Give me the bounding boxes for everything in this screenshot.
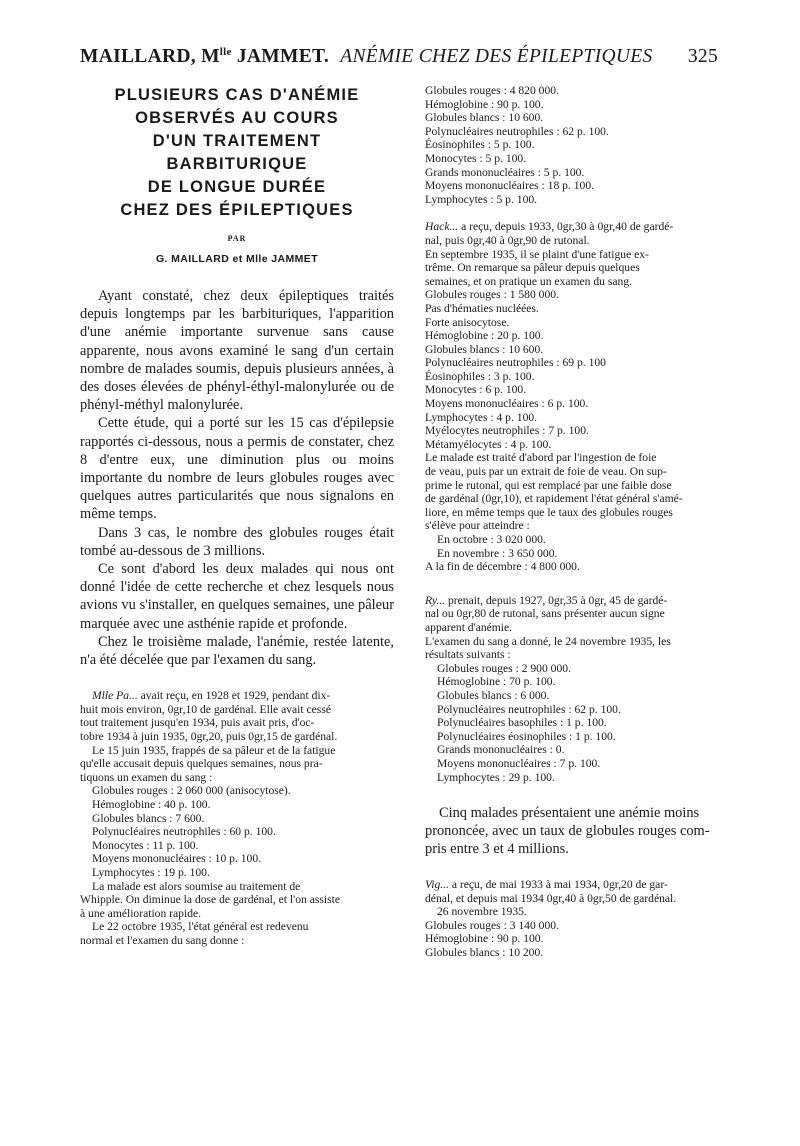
intro-paragraph: Dans 3 cas, le nombre des globules rouges était tombé au-dessous de 3 millions. <box>80 524 394 559</box>
result-line: Globules blancs : 10 600. <box>425 342 544 356</box>
result-line: Globules blancs : 10 200. <box>425 946 544 960</box>
title-line: PLUSIEURS CAS D'ANÉMIE <box>114 86 360 104</box>
result-line: Polynucléaires éosinophiles : 1 p. 100. <box>437 729 616 743</box>
case-line: En septembre 1935, il se plaint d'une fatigue ex- <box>425 247 649 261</box>
case-line: semaines, et on pratique un examen du sang. <box>425 274 633 288</box>
running-head-journal-title: ANÉMIE CHEZ DES ÉPILEPTIQUES <box>340 46 653 67</box>
page-number: 325 <box>687 46 718 67</box>
result-line: Lymphocytes : 19 p. 100. <box>92 865 210 879</box>
result-line: Forte anisocytose. <box>425 315 510 329</box>
byline: G. MAILLARD et Mlle JAMMET <box>155 253 319 265</box>
result-line: Lymphocytes : 4 p. 100. <box>425 410 538 424</box>
case-name: Ry... <box>425 593 446 607</box>
case-pa-continued <box>425 84 721 206</box>
title-line: CHEZ DES ÉPILEPTIQUES <box>120 201 354 219</box>
result-line: Globules rouges : 4 820 000. <box>425 84 559 97</box>
left-column <box>80 84 394 948</box>
result-line: Métamyélocytes : 4 p. 100. <box>425 437 552 451</box>
case-line: nal, puis 0gr,40 à 0gr,90 de rutonal. <box>425 233 590 247</box>
right-column <box>425 84 721 960</box>
result-line: Moyens mononucléaires : 10 p. 100. <box>92 852 262 866</box>
result-line: Moyens mononucléaires : 7 p. 100. <box>437 756 601 770</box>
intro-paragraph: Cette étude, qui a porté sur les 15 cas d'épilepsie rapportés ci-dessous, nous a permis de constater, chez 8 d'entre eux, une diminution plus ou moins importante du nombre de leurs globules rouges avec quelques autres particularités que nous signalons en même temps. <box>80 415 394 523</box>
case-line: résultats suivants : <box>425 648 511 662</box>
case-line: huit mois environ, 0gr,10 de gardénal. Elle avait cessé <box>80 702 331 716</box>
case-line: Vig... a reçu, de mai 1933 à mai 1934, 0gr,20 de gar- <box>425 878 668 892</box>
intro-paragraph: Ce sont d'abord les deux malades qui nous ont donné l'idée de cette recherche et chez lesquels nous avions vu s'installer, en quelques semaines, une pâleur marquée avec une asthénie rapide et profonde. <box>80 561 394 632</box>
case-line: de gardénal (0gr,10), et rapidement l'état général s'amé- <box>425 492 683 506</box>
case-line: apparent d'anémie. <box>425 620 513 634</box>
result-line: En novembre : 3 650 000. <box>437 546 558 560</box>
title-line: DE LONGUE DURÉE <box>147 178 327 196</box>
result-line: Lymphocytes : 29 p. 100. <box>437 770 555 784</box>
case-line: s'élève pour atteindre : <box>425 519 530 533</box>
case-line: trême. On remarque sa pâleur depuis quelques <box>425 261 640 275</box>
case-line: dénal, et depuis mai 1934 0gr,40 à 0gr,50 de gardénal. <box>425 891 677 905</box>
case-line: Le 15 juin 1935, frappés de sa pâleur et de la fatigue <box>92 743 336 757</box>
result-line: Hémoglobine : 40 p. 100. <box>92 798 211 812</box>
case-line: Le malade est traité d'abord par l'ingestion de foie <box>425 451 657 465</box>
intro-paragraph: Ayant constaté, chez deux épileptiques traités depuis longtemps par les barbituriques, l'apparition d'une anémie importante survenue sans cause apparente, nous avons examiné le sang d'un certain nombre de malades soumis, depuis plusieurs années, à des doses élevées de phényl-éthyl-malonylurée ou de phényl-méthyl malonylurée. <box>80 288 394 414</box>
case-name: Hack... <box>425 220 459 234</box>
result-line: Myélocytes neutrophiles : 7 p. 100. <box>425 424 589 438</box>
case-line: à une amélioration rapide. <box>80 906 202 920</box>
result-line: A la fin de décembre : 4 800 000. <box>425 560 580 574</box>
result-line: Hémoglobine : 20 p. 100. <box>425 329 544 343</box>
running-head <box>80 46 718 72</box>
result-line: Pas d'hématies nucléées. <box>425 301 539 315</box>
result-line: Monocytes : 6 p. 100. <box>425 383 527 397</box>
result-line: En octobre : 3 020 000. <box>437 533 546 546</box>
case-vig <box>425 878 721 960</box>
result-line: Polynucléaires neutrophiles : 69 p. 100 <box>425 356 606 370</box>
result-line: Monocytes : 5 p. 100. <box>425 151 527 165</box>
case-line: qu'elle accusait depuis quelques semaines, nous pra- <box>80 757 323 771</box>
result-line: Hémoglobine : 90 p. 100. <box>425 97 544 111</box>
result-line: Globules blancs : 6 000. <box>437 688 550 702</box>
case-line: de veau, puis par un extrait de foie de veau. On sup- <box>425 465 667 479</box>
result-line: Moyens mononucléaires : 18 p. 100. <box>425 179 595 193</box>
case-line: liore, en même temps que le taux des globules rouges <box>425 505 673 519</box>
case-line: Le 22 octobre 1935, l'état général est redevenu <box>92 920 309 934</box>
case-line: prime le rutonal, qui est remplacé par une faible dose <box>425 478 672 492</box>
case-name: Mlle Pa... <box>92 689 138 703</box>
case-line: normal et l'examen du sang donne : <box>80 933 245 947</box>
case-line: Mlle Pa... avait reçu, en 1928 et 1929, pendant dix- <box>92 689 331 703</box>
title-line: OBSERVÉS AU COURS <box>135 109 339 127</box>
result-line: Éosinophiles : 5 p. 100. <box>425 138 535 152</box>
case-pa <box>80 689 394 947</box>
result-line: Polynucléaires basophiles : 1 p. 100. <box>437 716 607 730</box>
result-line: Éosinophiles : 3 p. 100. <box>425 369 535 383</box>
result-line: Grands mononucléaires : 0. <box>437 743 565 757</box>
case-line: tout traitement jusqu'en 1934, puis avait pris, d'oc- <box>80 716 315 730</box>
result-line: Globules rouges : 2 060 000 (anisocytose). <box>92 784 291 798</box>
result-line: Polynucléaires neutrophiles : 60 p. 100. <box>92 825 276 839</box>
result-line: Globules blancs : 10 600. <box>425 111 544 125</box>
result-line: Globules rouges : 2 900 000. <box>437 661 571 675</box>
title-line: D'UN TRAITEMENT <box>152 132 322 150</box>
par-label: PAR <box>227 234 247 243</box>
section-line: Cinq malades présentaient une anémie moins <box>439 805 700 822</box>
case-ry <box>425 594 721 784</box>
result-line: Polynucléaires neutrophiles : 62 p. 100. <box>437 702 621 716</box>
case-line: L'examen du sang a donné, le 24 novembre 1935, les <box>425 634 671 648</box>
title-line: BARBITURIQUE <box>166 155 308 173</box>
result-line: Globules blancs : 7 600. <box>92 811 205 825</box>
intro-paragraph: Chez le troisième malade, l'anémie, restée latente, n'a été décelée que par l'examen du sang. <box>80 633 394 669</box>
result-line: Polynucléaires neutrophiles : 62 p. 100. <box>425 124 609 138</box>
case-line: Hack... a reçu, depuis 1933, 0gr,30 à 0gr,40 de gardé- <box>425 220 674 234</box>
case-date: 26 novembre 1935. <box>437 905 527 919</box>
result-line: Hémoglobine : 90 p. 100. <box>425 932 544 946</box>
result-line: Hémoglobine : 70 p. 100. <box>437 675 556 689</box>
result-line: Lymphocytes : 5 p. 100. <box>425 192 538 206</box>
result-line: Globules rouges : 1 580 000. <box>425 288 559 302</box>
result-line: Monocytes : 11 p. 100. <box>92 838 199 852</box>
case-line: tobre 1934 à juin 1935, 0gr,20, puis 0gr,15 de gardénal. <box>80 730 338 744</box>
section-line: prononcée, avec un taux de globules rouges com- <box>425 823 710 840</box>
result-line: Globules rouges : 3 140 000. <box>425 918 559 932</box>
case-hack <box>425 220 721 573</box>
result-line: Moyens mononucléaires : 6 p. 100. <box>425 397 589 411</box>
case-line: Ry... prenait, depuis 1927, 0gr,35 à 0gr, 45 de gardé- <box>425 593 668 607</box>
section-line: pris entre 3 et 4 millions. <box>425 841 569 858</box>
article-title <box>80 84 394 222</box>
case-line: Whipple. On diminue la dose de gardénal, et l'on assiste <box>80 893 340 907</box>
section-heading <box>425 804 721 858</box>
case-line: nal ou 0gr,80 de rutonal, sans présenter aucun signe <box>425 607 665 621</box>
running-head-authors: MAILLARD, $M^{lle}$ JAMMET. <box>80 46 330 67</box>
result-line: Grands mononucléaires : 5 p. 100. <box>425 165 585 179</box>
case-name: Vig... <box>425 878 449 892</box>
case-line: tiquons un examen du sang : <box>80 770 213 784</box>
case-line: La malade est alors soumise au traitement de <box>92 879 301 893</box>
